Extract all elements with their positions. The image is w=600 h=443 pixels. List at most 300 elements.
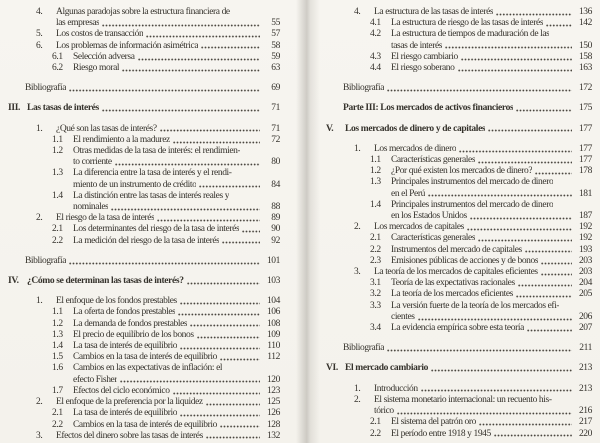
entry-title: Algunas paradojas sobre la estructura financiera de — [56, 7, 230, 17]
entry-page-number: 71 — [271, 103, 280, 114]
entry-number: 1.1 — [370, 155, 381, 166]
entry-title: Emisiones públicas de acciones y de bonos — [391, 255, 539, 266]
entry-number: 2. — [36, 397, 43, 408]
entry-title: Bibliografía — [343, 83, 385, 94]
entry-page-number: 92 — [271, 235, 280, 246]
entry-page-number: 187 — [578, 211, 592, 222]
toc-subsection-entry — [326, 429, 592, 440]
entry-page-number: 192 — [578, 222, 592, 233]
entry-title: Cambios en la tasa de interés de equilibrio — [73, 352, 217, 363]
toc-section-entry — [8, 397, 280, 408]
entry-page-number: 63 — [271, 63, 280, 74]
entry-page-number: 101 — [266, 255, 280, 266]
dot-leader — [206, 435, 260, 440]
toc-entry-continuation — [8, 18, 280, 29]
dot-leader — [173, 391, 260, 396]
dot-leader — [458, 68, 572, 73]
entry-page-number: 216 — [578, 406, 592, 417]
toc-subsection-entry — [8, 307, 280, 318]
entry-title: La diferencia entre la tasa de interés y el rendi- — [73, 168, 232, 179]
entry-number: 1.3 — [52, 168, 63, 179]
entry-title: nominales — [73, 202, 109, 213]
dot-leader — [146, 34, 260, 39]
entry-number: 2.1 — [370, 417, 381, 428]
entry-page-number: 177 — [578, 123, 592, 134]
dot-leader — [459, 149, 572, 154]
toc-section-entry — [326, 222, 592, 233]
dot-leader — [180, 346, 260, 351]
entry-number: 2.1 — [52, 224, 63, 235]
dot-leader — [518, 283, 572, 288]
entry-number: 1. — [354, 143, 361, 154]
entry-title: Cambios en las expectativas de inflación: el — [73, 363, 223, 374]
dot-leader — [102, 23, 260, 28]
toc-section-entry — [326, 395, 592, 406]
entry-page-number: 69 — [271, 83, 280, 94]
entry-page-number: 193 — [578, 244, 592, 255]
entry-page-number: 112 — [267, 352, 280, 363]
entry-number: 1.2 — [52, 318, 63, 329]
dot-leader — [527, 328, 572, 333]
dot-leader — [479, 422, 572, 427]
dot-leader — [516, 108, 572, 113]
entry-number: 6. — [36, 40, 43, 51]
dot-leader — [541, 261, 572, 266]
entry-page-number: 150 — [578, 40, 592, 51]
entry-title: to corriente — [73, 157, 112, 168]
entry-page-number: 192 — [578, 233, 592, 244]
entry-page-number: 55 — [271, 18, 280, 29]
entry-title: miento de un instrumento de crédito — [73, 179, 197, 190]
dot-leader — [387, 88, 572, 93]
entry-title: Parte III: Los mercados de activos financieros — [343, 103, 514, 114]
entry-number: 3. — [354, 267, 361, 278]
entry-page-number: 213 — [578, 363, 592, 374]
entry-title: El sistema monetario internacional: un recuento his- — [374, 394, 552, 405]
entry-number: 1.4 — [52, 341, 63, 352]
entry-number: 2. — [354, 394, 361, 405]
entry-title: La teoría de los mercados de capitales eficientes — [374, 267, 538, 278]
entry-number: 1.3 — [52, 329, 63, 340]
entry-page-number: 89 — [271, 213, 280, 224]
toc-subsection-entry — [326, 289, 592, 300]
entry-page-number: 203 — [578, 267, 592, 278]
toc-subsection-entry — [8, 135, 280, 146]
dot-leader — [178, 312, 260, 317]
entry-page-number: 211 — [579, 343, 592, 354]
toc-bibliography-entry — [326, 83, 592, 94]
entry-title: El precio de equilibrio de los bonos — [73, 329, 194, 340]
toc-bibliography-entry — [8, 256, 280, 267]
entry-page-number: 177 — [578, 155, 592, 166]
entry-number: 1.2 — [52, 146, 63, 157]
dot-leader — [470, 216, 572, 221]
entry-page-number: 172 — [578, 83, 592, 94]
toc-entry-continuation — [8, 157, 280, 168]
entry-title: Selección adversa — [73, 51, 135, 62]
toc-subsection-entry — [326, 177, 592, 188]
entry-title: Teoría de las expectativas racionales — [391, 278, 515, 289]
entry-title: La evidencia empírica sobre esta teoría — [391, 323, 524, 334]
entry-number: 3.4 — [370, 323, 381, 334]
toc-chapter-entry — [8, 103, 280, 114]
entry-title: Los problemas de información asimétrica — [56, 40, 199, 51]
dot-leader — [220, 424, 260, 429]
toc-entry-continuation — [326, 312, 592, 323]
entry-page-number: 128 — [266, 419, 280, 430]
toc-subsection-entry — [326, 166, 592, 177]
entry-title: El riesgo soberano — [391, 63, 455, 74]
toc-subsection-entry — [326, 29, 592, 40]
entry-page-number: 108 — [266, 318, 280, 329]
toc-subsection-entry — [326, 63, 592, 74]
toc-entry-continuation — [326, 211, 592, 222]
entry-title: en los Estados Unidos — [391, 211, 467, 222]
toc-subsection-entry — [8, 386, 280, 397]
entry-title: El período entre 1918 y 1945 — [391, 428, 491, 439]
entry-page-number: 109 — [266, 329, 280, 340]
toc-entry-continuation — [326, 189, 592, 200]
toc-subsection-entry — [326, 52, 592, 63]
entry-title: La oferta de fondos prestables — [73, 307, 176, 318]
dot-leader — [201, 45, 260, 50]
toc-section-entry — [8, 41, 280, 52]
toc-section-entry — [8, 431, 280, 442]
entry-page-number: 163 — [578, 63, 592, 74]
entry-page-number: 203 — [578, 255, 592, 266]
entry-page-number: 132 — [266, 430, 280, 441]
entry-title: Otras medidas de la tasa de interés: el rendimien- — [73, 146, 241, 157]
entry-title: La distinción entre las tasas de interés reales y — [73, 190, 230, 201]
toc-subsection-entry — [8, 319, 280, 330]
entry-page-number: 120 — [266, 374, 280, 385]
entry-page-number: 90 — [271, 224, 280, 235]
toc-subsection-entry — [8, 420, 280, 431]
entry-number: IV. — [8, 276, 19, 287]
entry-number: V. — [326, 123, 334, 134]
dot-leader — [180, 301, 260, 306]
entry-title: Cambios en la tasa de interés de equilibrio — [73, 419, 217, 430]
toc-section-entry — [326, 7, 592, 18]
toc-subsection-entry — [326, 278, 592, 289]
dot-leader — [431, 368, 572, 373]
toc-subsection-entry — [326, 301, 592, 312]
toc-part-heading — [326, 103, 592, 114]
dot-leader — [467, 227, 572, 232]
entry-number: 1.7 — [52, 385, 63, 396]
entry-title: Características generales — [391, 155, 476, 166]
toc-section-entry — [326, 267, 592, 278]
entry-title: Características generales — [391, 233, 476, 244]
entry-title: Efectos del ciclo económico — [73, 385, 170, 396]
entry-title: El riesgo de la tasa de interés — [56, 213, 155, 224]
dot-leader — [488, 128, 572, 133]
entry-number: 1.1 — [52, 134, 63, 145]
toc-subsection-entry — [8, 168, 280, 179]
entry-number: 2.1 — [52, 408, 63, 419]
dot-leader — [180, 413, 260, 418]
dot-leader — [496, 12, 572, 17]
entry-page-number: 217 — [578, 417, 592, 428]
toc-bibliography-entry — [8, 83, 280, 94]
entry-title: El rendimiento a la madurez — [73, 134, 170, 145]
entry-title: La demanda de fondos prestables — [73, 318, 188, 329]
entry-page-number: 206 — [578, 311, 592, 322]
entry-page-number: 220 — [578, 428, 592, 439]
dot-leader — [138, 57, 260, 62]
entry-title: Bibliografía — [343, 343, 385, 354]
entry-page-number: 80 — [271, 157, 280, 168]
entry-number: 5. — [36, 29, 43, 40]
entry-number: 4.4 — [370, 63, 381, 74]
entry-title: las empresas — [56, 18, 100, 29]
entry-number: 6.1 — [52, 51, 63, 62]
entry-title: La estructura de riesgo de las tasas de interés — [391, 18, 544, 29]
entry-page-number: 123 — [266, 385, 280, 396]
entry-number: 3.1 — [370, 278, 381, 289]
entry-page-number: 177 — [578, 143, 592, 154]
entry-number: 1. — [36, 123, 43, 134]
entry-page-number: 104 — [266, 296, 280, 307]
entry-number: 1.5 — [52, 352, 63, 363]
toc-subsection-entry — [326, 18, 592, 29]
toc-section-entry — [8, 7, 280, 18]
entry-page-number: 213 — [578, 383, 592, 394]
dot-leader — [445, 45, 572, 50]
entry-page-number: 158 — [578, 51, 592, 62]
entry-number: 4.1 — [370, 18, 381, 29]
entry-number: 4. — [36, 7, 43, 17]
dot-leader — [111, 207, 260, 212]
entry-number: 4.2 — [370, 29, 381, 40]
dot-leader — [428, 193, 572, 198]
toc-chapter-entry — [8, 276, 280, 287]
entry-title: tórico — [374, 406, 394, 417]
toc-subsection-entry — [8, 146, 280, 157]
entry-page-number: 181 — [578, 188, 592, 199]
entry-page-number: 58 — [271, 40, 280, 51]
toc-subsection-entry — [326, 417, 592, 428]
dot-leader — [478, 160, 572, 165]
entry-page-number: 205 — [578, 289, 592, 300]
entry-title: La medición del riesgo de la tasa de interés — [73, 235, 220, 246]
dot-leader — [69, 261, 260, 266]
entry-title: ¿Cómo se determinan las tasas de interés? — [27, 276, 184, 287]
toc-subsection-entry — [326, 256, 592, 267]
entry-number: 1.6 — [52, 363, 63, 374]
dot-leader — [102, 108, 260, 113]
dot-leader — [190, 323, 260, 328]
dot-leader — [157, 218, 260, 223]
entry-title: Efectos del dinero sobre las tasas de interés — [56, 430, 203, 441]
entry-title: El mercado cambiario — [345, 363, 429, 374]
dot-leader — [69, 88, 260, 93]
toc-subsection-entry — [8, 236, 280, 247]
toc-subsection-entry — [326, 200, 592, 211]
dot-leader — [541, 272, 572, 277]
entry-number: VI. — [326, 363, 338, 374]
entry-number: III. — [8, 103, 21, 114]
entry-title: cientes — [391, 311, 415, 322]
dot-leader — [115, 162, 260, 167]
entry-page-number: 59 — [271, 51, 280, 62]
toc-page-right — [326, 0, 592, 440]
toc-entry-continuation — [326, 41, 592, 52]
entry-title: Bibliografía — [25, 83, 67, 94]
toc-section-entry — [8, 296, 280, 307]
entry-title: tasas de interés — [391, 40, 443, 51]
toc-subsection-entry — [8, 352, 280, 363]
toc-chapter-entry — [326, 124, 592, 135]
entry-title: El enfoque de los fondos prestables — [56, 296, 177, 307]
entry-title: El sistema del patrón oro — [391, 417, 476, 428]
entry-title: Las tasas de interés — [27, 103, 99, 114]
entry-title: ¿Por qué existen los mercados de dinero? — [391, 166, 533, 177]
entry-title: La tasa de interés de equilibrio — [73, 341, 178, 352]
entry-number: 2.1 — [370, 233, 381, 244]
entry-page-number: 84 — [271, 179, 280, 190]
entry-page-number: 126 — [266, 408, 280, 419]
toc-entry-continuation — [326, 406, 592, 417]
entry-number: 2.2 — [52, 235, 63, 246]
entry-title: La versión fuerte de la teoría de los mercados efi- — [391, 300, 560, 311]
dot-leader — [197, 335, 260, 340]
entry-page-number: 71 — [271, 123, 280, 134]
entry-title: Los determinantes del riesgo de la tasa de interés — [73, 224, 240, 235]
entry-page-number: 103 — [266, 276, 280, 287]
toc-subsection-entry — [8, 224, 280, 235]
entry-title: La teoría de los mercados eficientes — [391, 289, 513, 300]
entry-number: 4. — [354, 7, 361, 17]
entry-page-number: 88 — [271, 202, 280, 213]
entry-title: El enfoque de la preferencia por la liquidez — [56, 397, 203, 408]
entry-title: La estructura de tiempos de maduración de las — [391, 29, 550, 40]
entry-title: en el Perú — [391, 188, 425, 199]
dot-leader — [397, 411, 572, 416]
entry-title: Instrumentos del mercado de capitales — [391, 244, 522, 255]
entry-page-number: 110 — [267, 341, 280, 352]
dot-leader — [173, 140, 260, 145]
entry-page-number: 72 — [271, 134, 280, 145]
toc-entry-continuation — [8, 375, 280, 386]
toc-section-entry — [8, 29, 280, 40]
dot-leader — [220, 357, 260, 362]
entry-number: 1.2 — [370, 166, 381, 177]
entry-title: Los mercados de dinero — [374, 143, 457, 154]
toc-page-left — [8, 0, 280, 442]
entry-title: Los mercados de capitales — [374, 222, 464, 233]
dot-leader — [525, 249, 572, 254]
entry-page-number: 207 — [578, 323, 592, 334]
entry-number: 2.2 — [370, 244, 381, 255]
entry-page-number: 175 — [578, 103, 592, 114]
toc-subsection-entry — [8, 191, 280, 202]
entry-number: 4.3 — [370, 51, 381, 62]
dot-leader — [535, 171, 572, 176]
dot-leader — [160, 128, 260, 133]
dot-leader — [546, 23, 572, 28]
entry-title: Los mercados de dinero y de capitales — [345, 123, 486, 134]
toc-subsection-entry — [326, 245, 592, 256]
dot-leader — [206, 402, 260, 407]
entry-title: efecto Fisher — [73, 374, 118, 385]
toc-subsection-entry — [8, 330, 280, 341]
toc-subsection-entry — [326, 323, 592, 334]
toc-subsection-entry — [326, 233, 592, 244]
toc-section-entry — [326, 384, 592, 395]
entry-title: Los costos de transacción — [56, 29, 144, 40]
toc-subsection-entry — [8, 63, 280, 74]
toc-section-entry — [8, 124, 280, 135]
entry-title: La estructura de las tasas de interés — [374, 7, 494, 17]
entry-page-number: 142 — [578, 18, 592, 29]
dot-leader — [222, 240, 260, 245]
dot-leader — [418, 317, 572, 322]
entry-title: La tasa de interés de equilibrio — [73, 408, 178, 419]
entry-number: 2. — [354, 222, 361, 233]
dot-leader — [421, 388, 572, 393]
dot-leader — [120, 379, 260, 384]
entry-title: Principales instrumentos del mercado de dinero — [391, 199, 554, 210]
entry-number: 1.3 — [370, 177, 381, 188]
toc-entry-continuation — [8, 180, 280, 191]
entry-page-number: 204 — [578, 278, 592, 289]
toc-subsection-entry — [8, 363, 280, 374]
entry-number: 2.2 — [370, 428, 381, 439]
entry-number: 3.2 — [370, 289, 381, 300]
toc-subsection-entry — [8, 52, 280, 63]
dot-leader — [461, 57, 572, 62]
entry-number: 3.3 — [370, 300, 381, 311]
dot-leader — [478, 238, 572, 243]
entry-page-number: 106 — [266, 307, 280, 318]
entry-number: 1.4 — [52, 190, 63, 201]
entry-page-number: 178 — [578, 166, 592, 177]
entry-number: 3. — [36, 430, 43, 441]
entry-title: Riesgo moral — [73, 63, 120, 74]
toc-bibliography-entry — [326, 343, 592, 354]
entry-title: Bibliografía — [25, 255, 67, 266]
entry-title: ¿Qué son las tasas de interés? — [56, 123, 157, 134]
entry-title: Introducción — [374, 383, 418, 394]
dot-leader — [187, 281, 260, 286]
entry-number: 6.2 — [52, 63, 63, 74]
entry-page-number: 125 — [266, 397, 280, 408]
entry-number: 1.4 — [370, 199, 381, 210]
entry-number: 2.3 — [370, 255, 381, 266]
toc-subsection-entry — [326, 155, 592, 166]
entry-number: 1.1 — [52, 307, 63, 318]
dot-leader — [199, 184, 260, 189]
dot-leader — [494, 433, 572, 438]
toc-chapter-entry — [326, 363, 592, 374]
entry-number: 2.2 — [52, 419, 63, 430]
page-gutter-shadow — [296, 0, 320, 443]
dot-leader — [242, 229, 260, 234]
toc-subsection-entry — [8, 341, 280, 352]
entry-number: 1. — [36, 296, 43, 307]
dot-leader — [122, 68, 260, 73]
toc-section-entry — [8, 213, 280, 224]
toc-subsection-entry — [8, 408, 280, 419]
entry-title: Principales instrumentos del mercado de dinero — [391, 177, 554, 188]
entry-number: 2. — [36, 213, 43, 224]
toc-section-entry — [326, 144, 592, 155]
entry-page-number: 57 — [271, 29, 280, 40]
dot-leader — [387, 348, 572, 353]
dot-leader — [516, 294, 572, 299]
entry-title: El riesgo cambiario — [391, 51, 458, 62]
